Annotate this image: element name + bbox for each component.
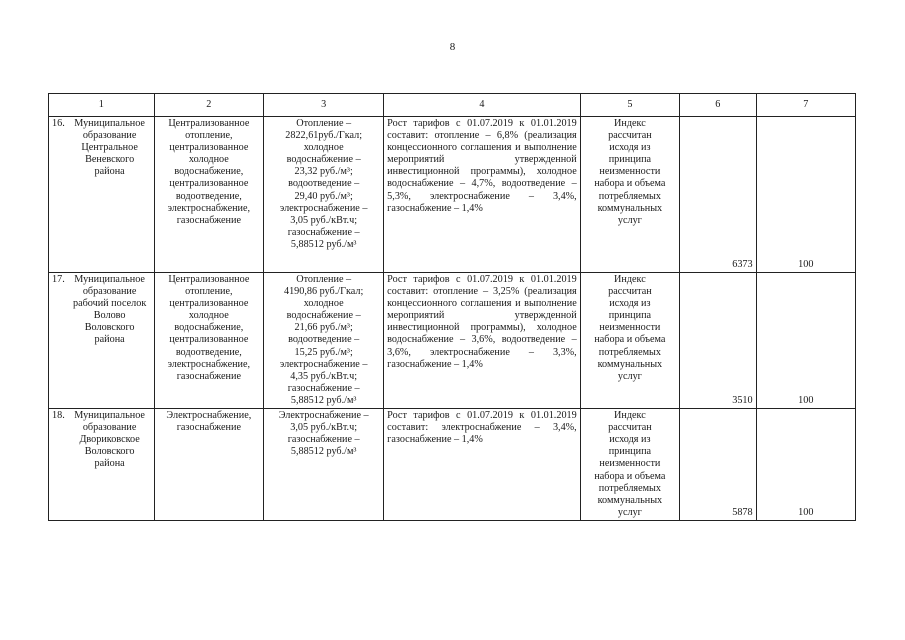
table-row: [49, 409, 856, 521]
column-header: 6: [680, 94, 757, 117]
municipality-name: Муниципальное образование рабочий поселок Волово Воловского района: [72, 274, 147, 346]
col6-value: 3510: [680, 273, 757, 409]
tariffs-cell: Отопление – 4190,86 руб./Гкал; холодное водоснабжение – 21,66 руб./м³; водоотведение – 15,25 руб./м³; электроснабжение – 4,35 руб./кВт.ч; газоснабжение – 5,88512 руб./м³: [264, 273, 384, 409]
page-number: 8: [449, 41, 456, 53]
col6-value: 5878: [680, 409, 757, 521]
column-header: 3: [264, 94, 384, 117]
table-row: [49, 273, 856, 409]
col7-value: 100: [756, 273, 855, 409]
services-cell: Централизованное отопление, централизованное холодное водоснабжение, централизованное водоотведение, электроснабжение, газоснабжение: [154, 273, 264, 409]
col6-value: 6373: [680, 117, 757, 273]
municipality-cell: [49, 273, 155, 409]
services-cell: Электроснабжение, газоснабжение: [154, 409, 264, 521]
column-header: 1: [49, 94, 155, 117]
services-cell: Централизованное отопление, централизованное холодное водоснабжение, централизованное водоотведение, электроснабжение, газоснабжение: [154, 117, 264, 273]
tariffs-cell: Отопление – 2822,61руб./Гкал; холодное водоснабжение – 23,32 руб./м³; водоотведение – 29,40 руб./м³; электроснабжение – 3,05 руб./кВт.ч; газоснабжение – 5,88512 руб./м³: [264, 117, 384, 273]
tariffs-cell: Электроснабжение – 3,05 руб./кВт.ч; газоснабжение – 5,88512 руб./м³: [264, 409, 384, 521]
row-number: 16.: [52, 118, 65, 129]
column-header: 4: [384, 94, 581, 117]
growth-cell: Рост тарифов с 01.07.2019 к 01.01.2019 составит: отопление – 3,25% (реализация концессионного соглашения и выполнение мероприятий утвержденной инвестиционной программы), холодное водоснабжение – 3,6%, водоотведение – 3,6%, электроснабжение – 3,3%, газоснабжение – 1,4%: [384, 273, 581, 409]
growth-cell: Рост тарифов с 01.07.2019 к 01.01.2019 составит: электроснабжение – 3,4%, газоснабжение – 1,4%: [384, 409, 581, 521]
municipality-name: Муниципальное образование Центральное Веневского района: [74, 118, 145, 178]
index-cell: Индекс рассчитан исходя из принципа неизменности набора и объема потребляемых коммунальных услуг: [580, 273, 679, 409]
tariff-table: [48, 93, 856, 521]
column-header: 7: [756, 94, 855, 117]
growth-cell: Рост тарифов с 01.07.2019 к 01.01.2019 составит: отопление – 6,8% (реализация концессионного соглашения и выполнение мероприятий утвержденной инвестиционной программы), холодное водоснабжение – 4,7%, водоотведение – 5,3%, электроснабжение – 3,4%, газоснабжение – 1,4%: [384, 117, 581, 273]
row-number: 18.: [52, 410, 65, 422]
col7-value: 100: [756, 117, 855, 273]
index-cell: Индекс рассчитан исходя из принципа неизменности набора и объема потребляемых коммунальных услуг: [580, 409, 679, 521]
municipality-name: Муниципальное образование Двориковское Воловского района: [74, 410, 145, 470]
index-cell: Индекс рассчитан исходя из принципа неизменности набора и объема потребляемых коммунальных услуг: [580, 117, 679, 273]
municipality-cell: [49, 117, 155, 273]
column-header: 2: [154, 94, 264, 117]
table-row: [49, 117, 856, 273]
municipality-cell: [49, 409, 155, 521]
row-number: 17.: [52, 274, 65, 285]
column-header: 5: [580, 94, 679, 117]
col7-value: 100: [756, 409, 855, 521]
table-header-row: [49, 94, 856, 117]
